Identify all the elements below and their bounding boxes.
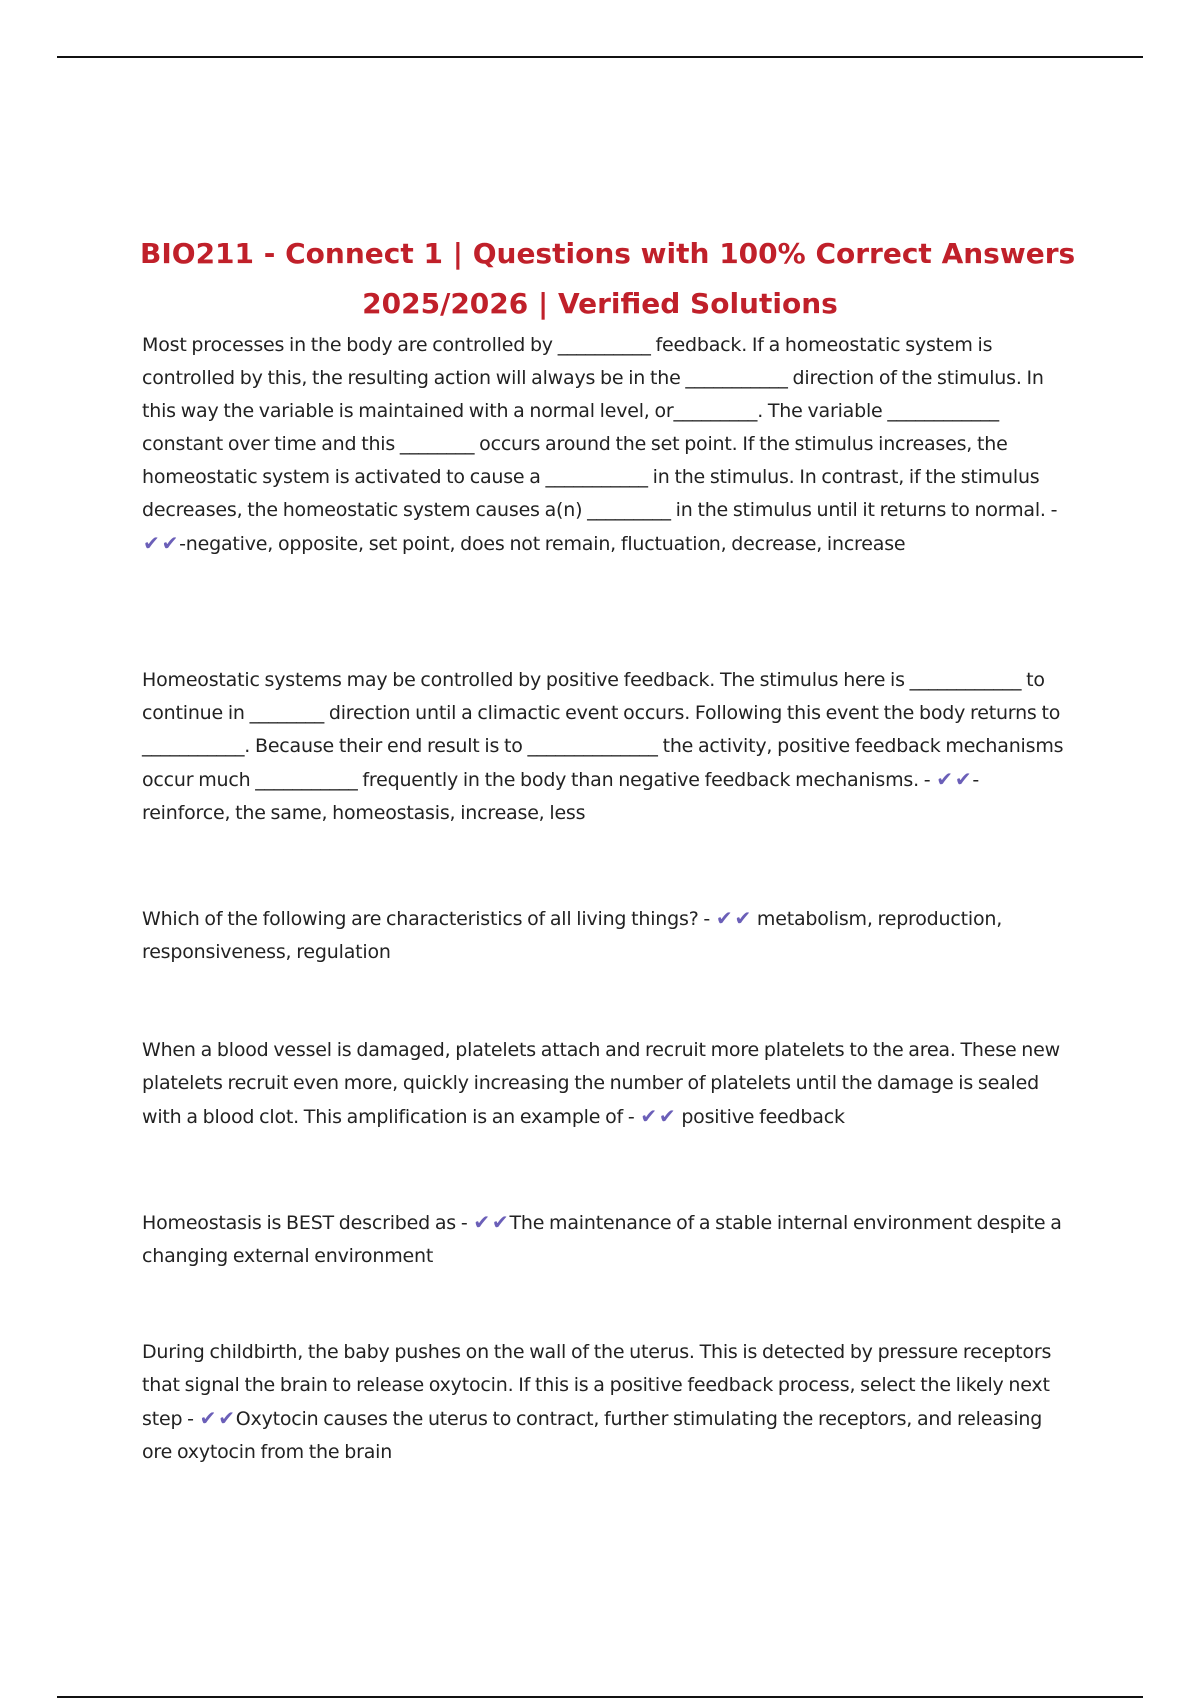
title-line-1: BIO211 - Connect 1 | Questions with 100% Correct Answers (140, 236, 1076, 270)
top-rule (57, 56, 1143, 58)
answer-text: positive feedback (681, 1106, 845, 1128)
question-text: Homeostasis is BEST described as - (142, 1212, 468, 1234)
checkmark-icon: ✔ (199, 1406, 217, 1430)
checkmark-icon: ✔ (640, 1104, 657, 1128)
qa-item (142, 329, 1067, 561)
checkmark-icon: ✔ (473, 1210, 490, 1234)
qa-item (142, 1206, 1067, 1273)
question-text: Which of the following are characteristics of all living things? - (142, 908, 711, 930)
title-line-2: 2025/2026 | Verified Solutions (362, 286, 838, 320)
checkmark-icon: ✔ (936, 767, 953, 791)
qa-item (142, 1034, 1067, 1134)
answer-text: metabolism, reproduction, responsiveness, regulation (142, 908, 1003, 963)
question-text: Most processes in the body are controlled by __________ feedback. If a homeostatic system is controlled by this, the resulting action will always be in the ___________ direction of the stimulus. In this way the variable is maintained with a normal level, or_________. The variable ____________ constant over time and this ________ occurs around the set point. If the stimulus increases, the homeostatic system is activated to cause a ___________ in the stimulus. In contrast, if the stimulus decreases, the homeostatic system causes a(n) _________ in the stimulus until it returns to normal. - (142, 334, 1058, 521)
checkmark-icon: ✔ (143, 531, 160, 555)
checkmark-icon: ✔ (658, 1104, 676, 1128)
answer-text: -reinforce, the same, homeostasis, increase, less (142, 769, 980, 824)
checkmark-icon: ✔ (734, 906, 752, 930)
document-title (140, 229, 1076, 329)
answer-text: -negative, opposite, set point, does not remain, fluctuation, decrease, increase (179, 533, 906, 555)
question-text: When a blood vessel is damaged, platelets attach and recruit more platelets to the area. These new platelets recruit even more, quickly increasing the number of platelets until the damage is sealed with a blood clot. This amplification is an example of - (142, 1039, 1060, 1128)
answer-text: The maintenance of a stable internal environment despite a changing external environment (142, 1212, 1062, 1267)
answer-text: Oxytocin causes the uterus to contract, further stimulating the receptors, and releasing ore oxytocin from the brain (142, 1408, 1043, 1463)
qa-item (142, 1336, 1067, 1469)
checkmark-icon: ✔ (161, 531, 179, 555)
question-text: During childbirth, the baby pushes on the wall of the uterus. This is detected by pressure receptors that signal the brain to release oxytocin. If this is a positive feedback process, select the likely next step - (142, 1341, 1052, 1430)
checkmark-icon: ✔ (954, 767, 972, 791)
qa-item (142, 902, 1067, 969)
checkmark-icon: ✔ (218, 1406, 235, 1430)
question-text: Homeostatic systems may be controlled by positive feedback. The stimulus here is ____________ to continue in ________ direction until a climactic event occurs. Following this event the body returns to ___________. Because their end result is to ______________ the activity, positive feedback mechanisms occur much ___________ frequently in the body than negative feedback mechanisms. - (142, 669, 1064, 791)
bottom-rule (57, 1696, 1143, 1698)
qa-item (142, 664, 1067, 830)
checkmark-icon: ✔ (491, 1210, 509, 1234)
checkmark-icon: ✔ (715, 906, 733, 930)
